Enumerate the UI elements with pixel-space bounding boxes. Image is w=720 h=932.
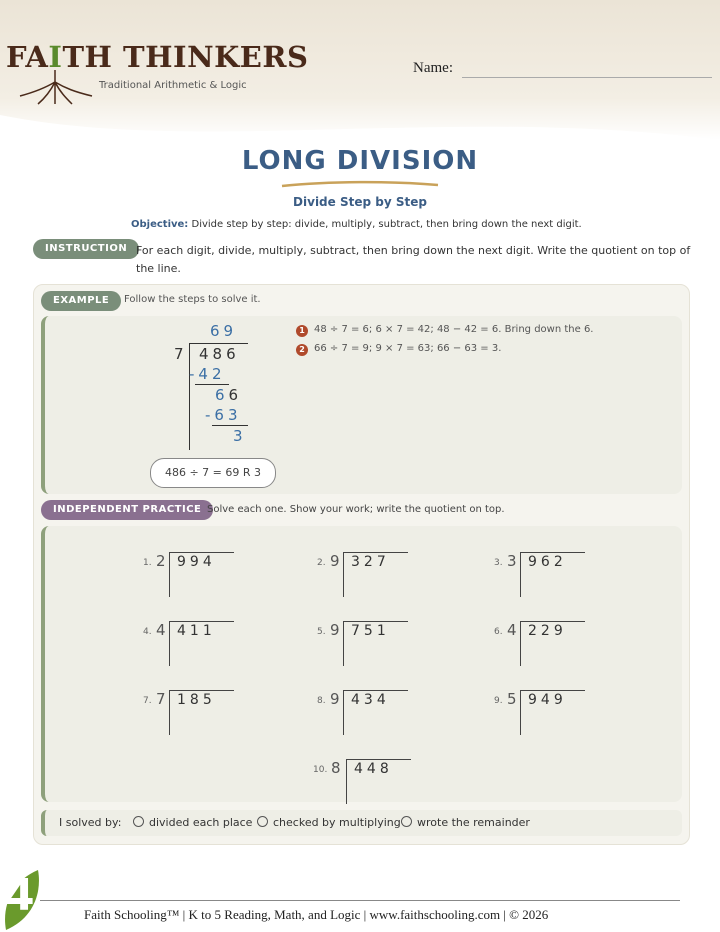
footer-divider — [40, 900, 680, 901]
example-quotient: 69 — [210, 322, 238, 340]
problem-8[interactable] — [317, 690, 427, 740]
problem-dividend: 434 — [351, 692, 390, 708]
example-subtract-2: -63 — [205, 406, 242, 424]
problem-divisor: 3 — [507, 552, 517, 570]
name-label: Name: — [413, 60, 453, 76]
example-divisor: 7 — [174, 345, 188, 363]
objective-text: Divide step by step: divide, multiply, subtract, then bring down the next digit. — [191, 219, 582, 230]
problem-6[interactable] — [494, 621, 604, 671]
radio-circle-icon[interactable] — [133, 816, 144, 827]
problem-number: 9. — [494, 696, 503, 706]
problem-divisor: 8 — [331, 759, 341, 777]
example-note: Follow the steps to solve it. — [124, 294, 261, 305]
objective — [131, 219, 582, 230]
page-subtitle: Divide Step by Step — [293, 195, 427, 209]
self-check-label: I solved by: — [59, 816, 122, 829]
brand-logo-text: FAITH THINKERS — [6, 40, 309, 74]
practice-badge: INDEPENDENT PRACTICE — [41, 500, 213, 520]
problem-divisor: 7 — [156, 690, 166, 708]
radio-circle-icon[interactable] — [401, 816, 412, 827]
problem-dividend: 327 — [351, 554, 390, 570]
step-text-1: 48 ÷ 7 = 6; 6 × 7 = 42; 48 − 42 = 6. Bring down the 6. — [314, 324, 594, 335]
problem-number: 3. — [494, 558, 503, 568]
problem-4[interactable] — [143, 621, 253, 671]
title-underline — [280, 180, 440, 190]
practice-note: Solve each one. Show your work; write the quotient on top. — [207, 504, 505, 515]
problem-10[interactable] — [313, 759, 423, 809]
name-field[interactable] — [462, 77, 712, 78]
example-bring-down: 66 — [215, 386, 243, 404]
problem-3[interactable] — [494, 552, 604, 602]
example-dividend: 486 — [199, 345, 240, 363]
problem-dividend: 411 — [177, 623, 216, 639]
problem-divisor: 5 — [507, 690, 517, 708]
problem-dividend: 185 — [177, 692, 216, 708]
problem-divisor: 2 — [156, 552, 166, 570]
tagline: Traditional Arithmetic & Logic — [99, 80, 247, 91]
instruction-text: For each digit, divide, multiply, subtract, then bring down the next digit. Write the quotient on top of the line. — [136, 244, 691, 275]
problem-divisor: 4 — [156, 621, 166, 639]
problem-divisor: 4 — [507, 621, 517, 639]
footer-text: Faith Schooling™ | K to 5 Reading, Math, and Logic | www.faithschooling.com | © 2026 — [84, 907, 549, 922]
objective-label: Objective: — [131, 219, 189, 230]
problem-divisor: 9 — [330, 552, 340, 570]
roots-icon — [10, 70, 100, 106]
problem-dividend: 751 — [351, 623, 390, 639]
step-marker-1: 1 — [296, 325, 308, 337]
problem-dividend: 949 — [528, 692, 567, 708]
radio-circle-icon[interactable] — [257, 816, 268, 827]
step-marker-2: 2 — [296, 344, 308, 356]
problem-dividend: 994 — [177, 554, 216, 570]
problem-9[interactable] — [494, 690, 604, 740]
option-divided-each-place[interactable]: divided each place — [133, 816, 252, 829]
page-title: LONG DIVISION — [241, 146, 479, 176]
example-subtract-1: -42 — [189, 365, 226, 383]
option-wrote-the-remainder[interactable]: wrote the remainder — [401, 816, 530, 829]
problem-number: 5. — [317, 627, 326, 637]
problem-dividend: 962 — [528, 554, 567, 570]
problem-dividend: 448 — [354, 761, 393, 777]
instruction-badge: INSTRUCTION — [33, 239, 139, 259]
problem-dividend: 229 — [528, 623, 567, 639]
problem-number: 1. — [143, 558, 152, 568]
problem-divisor: 9 — [330, 621, 340, 639]
problem-number: 4. — [143, 627, 152, 637]
problem-number: 2. — [317, 558, 326, 568]
example-rule-2 — [212, 425, 248, 426]
example-rule-1 — [195, 384, 229, 385]
problem-divisor: 9 — [330, 690, 340, 708]
problem-1[interactable] — [143, 552, 253, 602]
problem-number: 10. — [313, 765, 328, 775]
problem-number: 7. — [143, 696, 152, 706]
option-checked-by-multiplying[interactable]: checked by multiplying — [257, 816, 401, 829]
example-remainder: 3 — [233, 427, 247, 445]
problem-5[interactable] — [317, 621, 427, 671]
step-text-2: 66 ÷ 7 = 9; 9 × 7 = 63; 66 − 63 = 3. — [314, 343, 502, 354]
example-answer: 486 ÷ 7 = 69 R 3 — [150, 458, 276, 488]
self-check-row — [41, 810, 682, 836]
problem-number: 6. — [494, 627, 503, 637]
example-badge: EXAMPLE — [41, 291, 121, 311]
problem-7[interactable] — [143, 690, 253, 740]
page-number: 4 — [4, 870, 35, 921]
problem-number: 8. — [317, 696, 326, 706]
problem-2[interactable] — [317, 552, 427, 602]
